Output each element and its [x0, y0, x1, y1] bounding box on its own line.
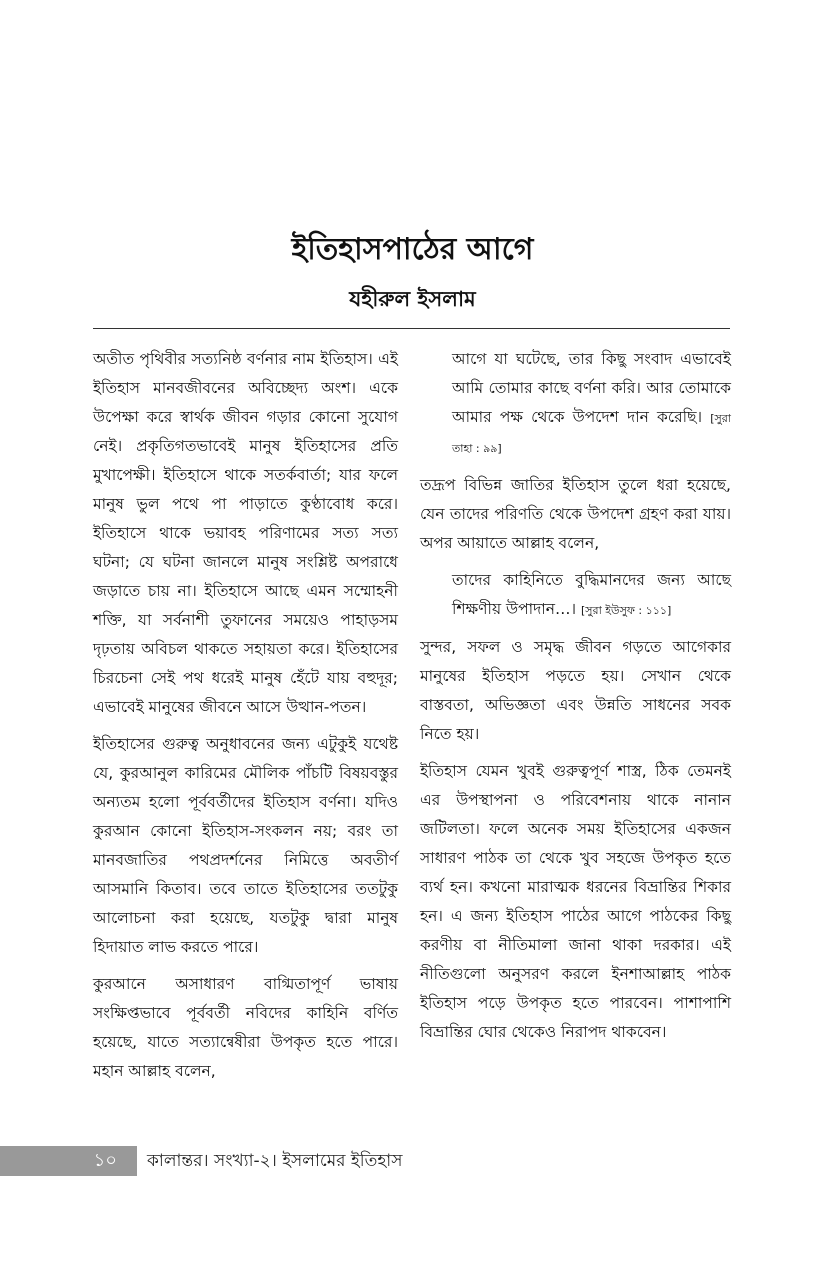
article-author: যহীরুল ইসলাম: [349, 287, 476, 311]
quran-quote: [420, 345, 731, 463]
left-column: [93, 345, 398, 1094]
paragraph: ইতিহাসের গুরুত্ব অনুধাবনের জন্য এটুকুই যথেষ্ট যে, কুরআনুল কারিমের মৌলিক পাঁচটি বিষয়বস্তুর অন্যতম হলো পূর্ববর্তীদের ইতিহাস বর্ণনা। যদিও কুরআন কোনো ইতিহাস-সংকলন নয়; বরং তা মানবজাতির পথপ্রদর্শনের নিমিত্তে অবতীর্ণ আসমানি কিতাব। তবে তাতে ইতিহাসের ততটুকু আলোচনা করা হয়েছে, যতটুকু দ্বারা মানুষ হিদায়াত লাভ করতে পারে।: [93, 735, 398, 956]
running-title: কালান্তর। সংখ্যা-২। ইসলামের ইতিহাস: [147, 1151, 403, 1171]
paragraph: ইতিহাস যেমন খুবই গুরুত্বপূর্ণ শাস্ত্র, ঠিক তেমনই এর উপস্থাপনা ও পরিবেশনায় থাকে নানান জটিলতা। ফলে অনেক সময় ইতিহাসের একজন সাধারণ পাঠক তা থেকে খুব সহজে উপকৃত হতে ব্যর্থ হন। কখনো মারাত্মক ধরনের বিভ্রান্তির শিকার হন। এ জন্য ইতিহাস পাঠের আগে পাঠকের কিছু করণীয় বা নীতিমালা জানা থাকা দরকার। এই নীতিগুলো অনুসরণ করলে ইনশাআল্লাহ পাঠক ইতিহাস পড়ে উপকৃত হতে পারবেন। পাশাপাশি বিভ্রান্তির ঘোর থেকেও নিরাপদ থাকবেন।: [420, 762, 731, 1041]
paragraph: কুরআনে অসাধারণ বাগ্মিতাপূর্ণ ভাষায় সংক্ষিপ্তভাবে পূর্ববর্তী নবিদের কাহিনি বর্ণিত হয়েছে, যাতে সত্যান্বেষীরা উপকৃত হতে পারে। মহান আল্লাহ বলেন,: [93, 975, 398, 1080]
paragraph: তদ্রূপ বিভিন্ন জাতির ইতিহাস তুলে ধরা হয়েছে, যেন তাদের পরিণতি থেকে উপদেশ গ্রহণ করা যায়। অপর আয়াতে আল্লাহ বলেন,: [420, 476, 731, 552]
right-column: [420, 345, 731, 1055]
article-title: ইতিহাসপাঠের আগে: [291, 232, 534, 267]
page-number: ১০: [0, 1146, 137, 1176]
header-divider: [93, 328, 730, 329]
quote-text: তাদের কাহিনিতে বুদ্ধিমানদের জন্য আছে শিক্ষণীয় উপাদান…।: [452, 571, 731, 618]
quote-text: আগে যা ঘটেছে, তার কিছু সংবাদ এভাবেই আমি তোমার কাছে বর্ণনা করি। আর তোমাকে আমার পক্ষ থেকে উপদেশ দান করেছি।: [452, 350, 731, 426]
quote-reference: [সুরা ইউসুফ : ১১১]: [581, 604, 672, 617]
paragraph: সুন্দর, সফল ও সমৃদ্ধ জীবন গড়তে আগেকার মানুষের ইতিহাস পড়তে হয়। সেখান থেকে বাস্তবতা, অভিজ্ঞতা এবং উন্নতি সাধনের সবক নিতে হয়।: [420, 638, 731, 743]
quran-quote: [420, 566, 731, 625]
quote-reference: [সুরা তাহা : ৯৯]: [452, 412, 731, 455]
paragraph: অতীত পৃথিবীর সত্যনিষ্ঠ বর্ণনার নাম ইতিহাস। এই ইতিহাস মানবজীবনের অবিচ্ছেদ্য অংশ। একে উপেক্ষা করে স্বার্থক জীবন গড়ার কোনো সুযোগ নেই। প্রকৃতিগতভাবেই মানুষ ইতিহাসের প্রতি মুখাপেক্ষী। ইতিহাসে থাকে সতর্কবার্তা; যার ফলে মানুষ ভুল পথে পা পাড়াতে কুণ্ঠাবোধ করে। ইতিহাসে থাকে ভয়াবহ পরিণামের সত্য সত্য ঘটনা; যে ঘটনা জানলে মানুষ সংশ্লিষ্ট অপরাধে জড়াতে চায় না। ইতিহাসে আছে এমন সম্মোহনী শক্তি, যা সর্বনাশী তুফানের সময়েও পাহাড়সম দৃঢ়তায় অবিচল থাকতে সহায়তা করে। ইতিহাসের চিরচেনা সেই পথ ধরেই মানুষ হেঁটে যায় বহুদূর; এভাবেই মানুষের জীবনে আসে উত্থান-পতন।: [93, 350, 398, 716]
